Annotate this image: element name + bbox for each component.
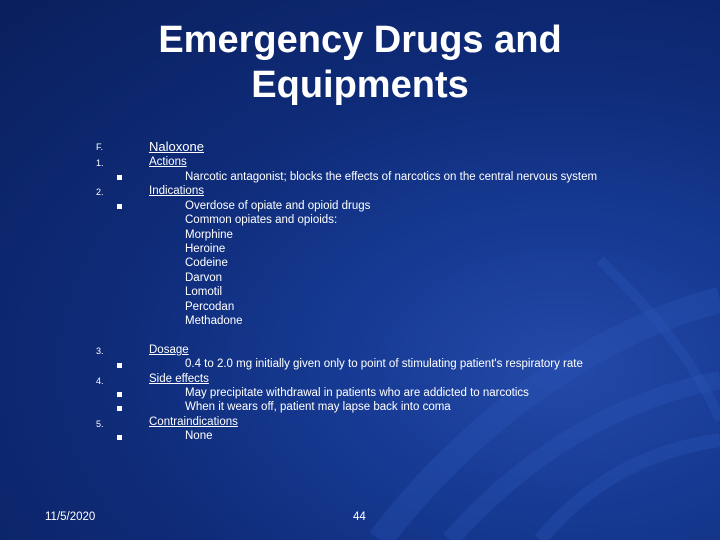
bullet-icon (117, 363, 122, 368)
section-label: F. (96, 142, 104, 152)
item-number: 1. (96, 158, 104, 168)
item-heading-indications: Indications (149, 185, 204, 197)
drug-list-item: Heroine (185, 243, 226, 255)
detail-text: Common opiates and opioids: (185, 214, 338, 226)
bullet-icon (117, 175, 122, 180)
slide-title-line-1: Emergency Drugs and (158, 19, 562, 61)
detail-text: Narcotic antagonist; blocks the effects of narcotics on the central nervous system (185, 171, 598, 183)
section-title: Naloxone (149, 139, 204, 154)
item-heading-dosage: Dosage (149, 344, 189, 356)
item-number: 2. (96, 187, 104, 197)
drug-list-item: Codeine (185, 257, 228, 269)
detail-text: None (185, 430, 213, 442)
bullet-icon (117, 392, 122, 397)
drug-list-item: Methadone (185, 315, 243, 327)
item-number: 4. (96, 376, 104, 386)
item-heading-actions: Actions (149, 156, 187, 168)
detail-text: 0.4 to 2.0 mg initially given only to point of stimulating patient's respiratory rate (185, 358, 583, 370)
item-number: 3. (96, 346, 104, 356)
bullet-icon (117, 406, 122, 411)
detail-text: Overdose of opiate and opioid drugs (185, 200, 371, 212)
detail-text: When it wears off, patient may lapse back into coma (185, 401, 451, 413)
detail-text: May precipitate withdrawal in patients who are addicted to narcotics (185, 387, 529, 399)
bullet-icon (117, 204, 122, 209)
drug-list-item: Lomotil (185, 286, 223, 298)
slide-title-line-2: Equipments (251, 64, 469, 106)
item-number: 5. (96, 419, 104, 429)
item-heading-contraindications: Contraindications (149, 416, 238, 428)
drug-list-item: Percodan (185, 301, 235, 313)
item-heading-side-effects: Side effects (149, 373, 209, 385)
drug-list-item: Darvon (185, 272, 223, 284)
page-number: 44 (353, 511, 366, 523)
footer-date: 11/5/2020 (45, 511, 96, 523)
drug-list-item: Morphine (185, 229, 233, 241)
bullet-icon (117, 435, 122, 440)
slide-title (0, 18, 720, 108)
